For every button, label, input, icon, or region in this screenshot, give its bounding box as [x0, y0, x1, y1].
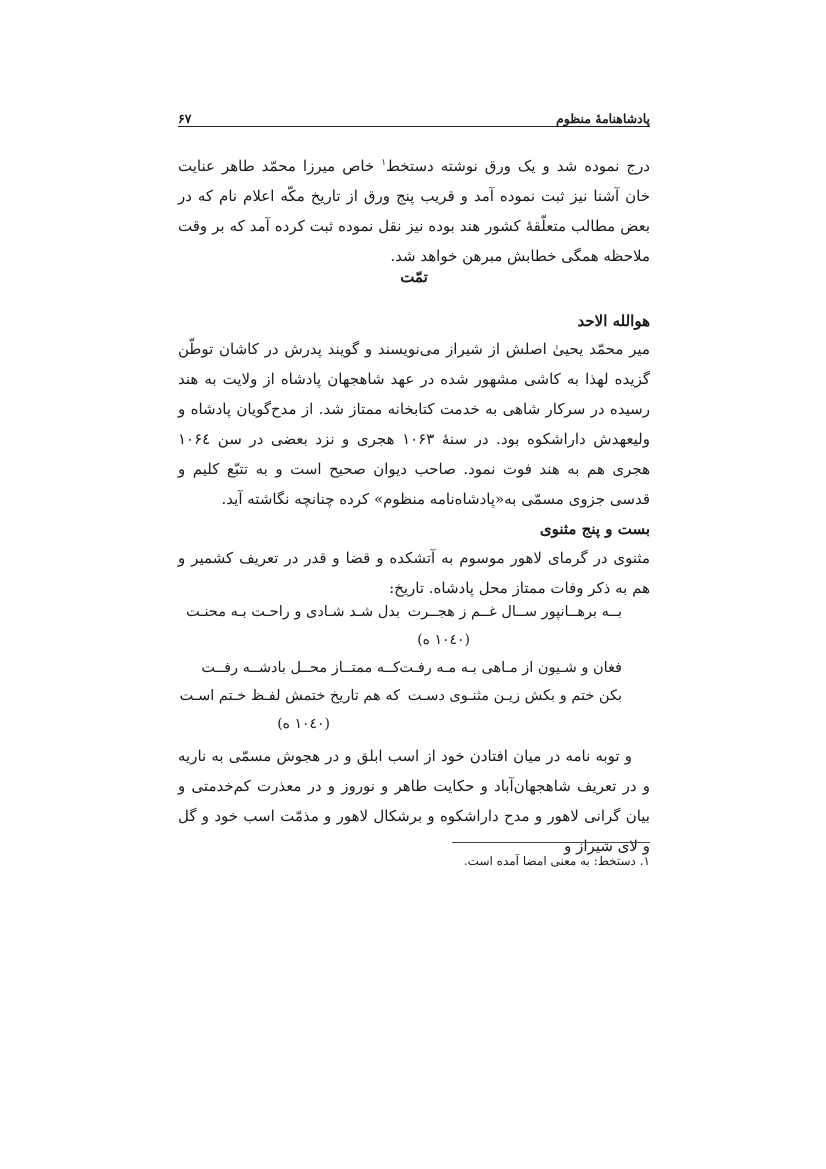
opening-paragraph	[178, 151, 650, 271]
couplet-1-first-hemistich: بــه برهــانپور ســال غــم ز هجــرت	[407, 604, 622, 620]
page-number: ۶۷	[178, 111, 192, 126]
couplet-2-second-hemistich: کــه ممتــاز محــل بادشــه رفــت	[201, 660, 400, 676]
header-rule	[178, 126, 650, 127]
end-title: تمّت	[400, 268, 428, 286]
running-head-title: پادشاهنامهٔ منظوم	[556, 111, 650, 126]
biography-paragraph: میر محمّد یحییٰ اصلش از شیراز می‌نویسند و گویند پدرش در کاشان توطّن گزیده لهذا به کاشی مشهور شده در عهد شاهجهان پادشاه از ولایت به هند رسیده در سرکار شاهی به خدمت کتابخانه ممتاز شد. از مدح‌گویان پادشاه و ولیعهدش داراشکوه بود. در سنهٔ ۱۰۶۳ هجری و نزد بعضی در سن ۱۰۶٤ هجری هم به هند فوت نمود. صاحب دیوان صحیح است و به تتبّع کلیم و قدسی جزوی مسمّی به«پادشاه‌نامه منظوم» کرده چنانچه نگاشته آید.	[178, 340, 650, 508]
couplet-2-first-hemistich: فغان و شـیون از مـاهی بـه مـه رفـت	[399, 660, 622, 676]
book-page	[178, 0, 650, 1169]
couplet-1-second-hemistich: بدل شـد شـادی و راحـت بـه محنـت	[186, 604, 400, 620]
paragraph-text-part-1: درج نموده شد و یک ورق نوشته دستخط	[386, 157, 650, 175]
date-annotation-2: (۱۰٤۰ ه)	[277, 716, 330, 732]
running-head	[178, 104, 650, 126]
couplet-3-second-hemistich: که هم تاریخ ختمش لفـظ خـتم اسـت	[179, 688, 400, 704]
section-heading-masnavi: بست و پنج مثنوی	[539, 520, 650, 538]
footnote-mark[interactable]: ۱	[381, 158, 387, 168]
footnote-number: ۱.	[639, 854, 650, 868]
footnote-rule	[452, 842, 650, 843]
closing-paragraph: و توبه نامه در میان افتادن خود از اسب ابلق و در هجوش مسمّی به ناریه و در تعریف شاهجهان‌آباد و حکایت طاهر و نوروز و در معذرت کم‌خدمتی و بیان گرانی لاهور و مدح داراشکوه و برشکال لاهور و مذمّت اسب خود و گل و لای شیراز و	[178, 747, 650, 855]
couplet-3-first-hemistich: بکن ختم و بکش زیـن مثنـوی دسـت	[407, 688, 622, 704]
masnavi-intro-paragraph: مثنوی در گرمای لاهور موسوم به آتشکده و قضا و قدر در تعریف کشمیر و هم به ذکر وفات ممتاز محل پادشاه. تاریخ:	[178, 549, 650, 597]
footnote	[464, 851, 650, 871]
date-annotation-1: (۱۰٤۰ ه)	[417, 632, 470, 648]
section-heading-huwa-allah: هوالله الاحد	[577, 312, 650, 330]
paragraph-text-part-2: خاص میرزا محمّد طاهر عنایت خان آشنا نیز ثبت نموده آمد و قریب پنج ورق از تاریخ مکّه اعلام نام که در بعض مطالب متعلّقهٔ کشور هند بوده نیز نقل نموده ثبت کرده آمد که بر وقت ملاحظه همگی خطابش مبرهن خواهد شد.	[178, 157, 650, 265]
footnote-text: دستخط: به معنی امضا آمده است.	[463, 854, 640, 868]
